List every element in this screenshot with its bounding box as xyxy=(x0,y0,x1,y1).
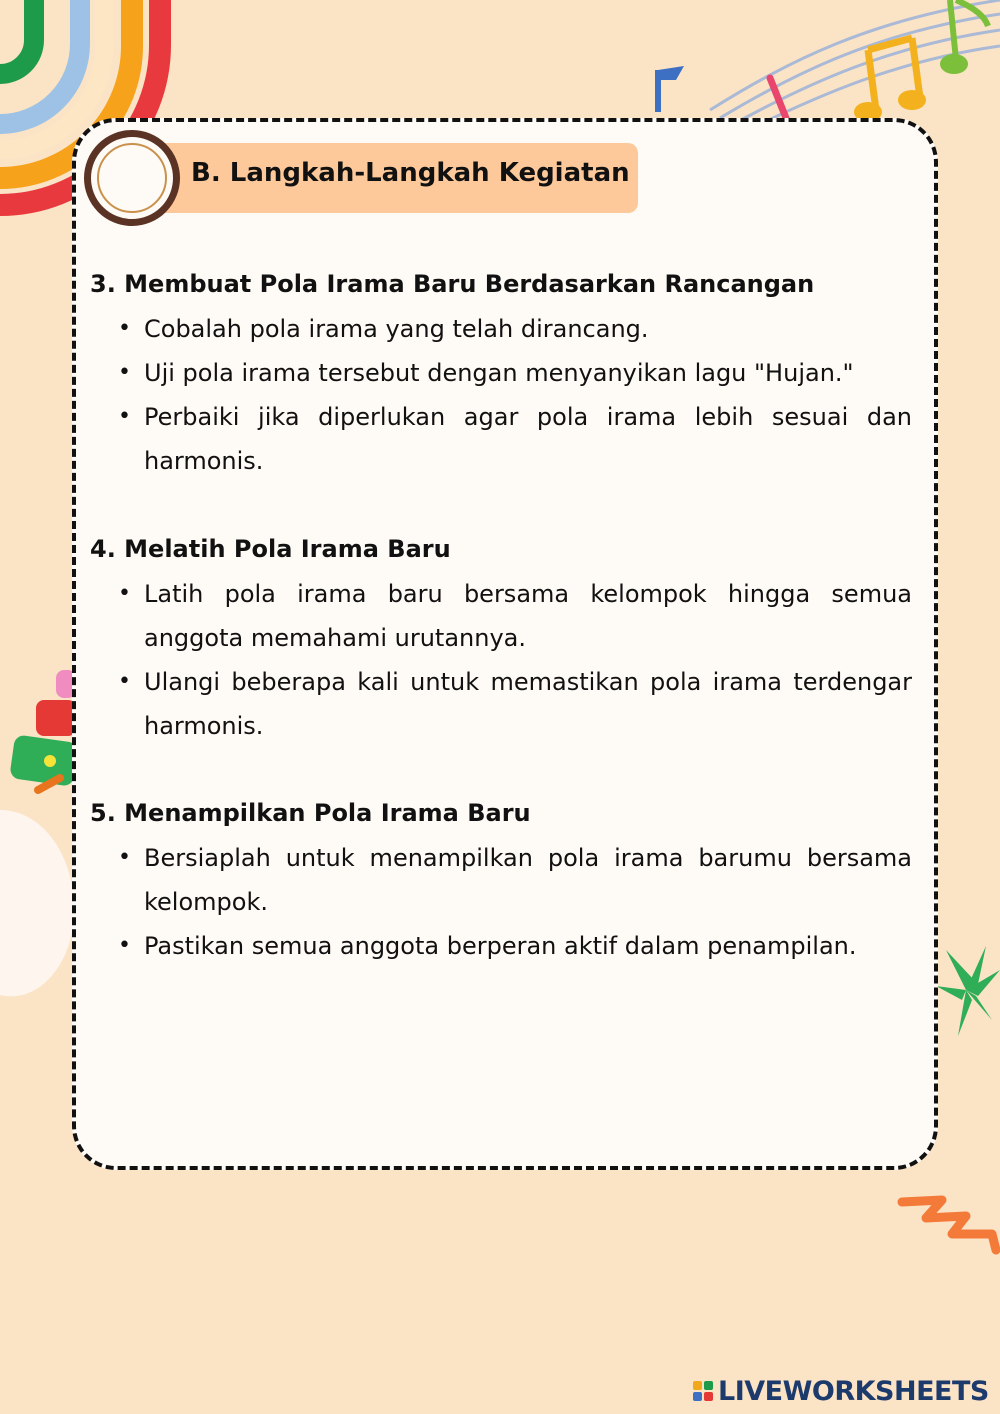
bullet-icon: • xyxy=(118,316,131,341)
section-title: 4. Melatih Pola Irama Baru xyxy=(90,535,451,563)
left-doodle-decoration xyxy=(0,660,80,1010)
list-item-text: Ulangi beberapa kali untuk memastikan pola irama terdengar harmonis. xyxy=(144,668,912,740)
list-item xyxy=(90,836,912,924)
list-item xyxy=(90,660,912,748)
bullet-icon: • xyxy=(118,360,131,385)
section-5 xyxy=(90,796,912,968)
section-title: 5. Menampilkan Pola Irama Baru xyxy=(90,799,531,827)
list-item xyxy=(90,395,912,483)
bullet-icon: • xyxy=(118,581,131,606)
section-4 xyxy=(90,532,912,748)
list-item-text: Bersiaplah untuk menampilkan pola irama barumu bersama kelompok. xyxy=(144,844,912,916)
bullet-icon: • xyxy=(118,845,131,870)
list-item xyxy=(90,307,912,351)
section-3 xyxy=(90,267,912,483)
section-title: 3. Membuat Pola Irama Baru Berdasarkan Rancangan xyxy=(90,270,815,298)
bullet-icon: • xyxy=(118,669,131,694)
list-item-text: Cobalah pola irama yang telah dirancang. xyxy=(144,315,649,343)
header-circle-icon xyxy=(84,130,180,226)
logo-text: LIVEWORKSHEETS xyxy=(718,1375,989,1407)
step-list xyxy=(90,572,912,748)
palm-leaf-decoration xyxy=(936,940,1000,1040)
page-title: B. Langkah-Langkah Kegiatan xyxy=(191,158,630,188)
list-item-text: Uji pola irama tersebut dengan menyanyikan lagu "Hujan." xyxy=(144,359,854,387)
list-item-text: Perbaiki jika diperlukan agar pola irama lebih sesuai dan harmonis. xyxy=(144,403,912,475)
bullet-icon: • xyxy=(118,404,131,429)
step-list xyxy=(90,836,912,968)
squiggle-decoration xyxy=(896,1190,1000,1260)
liveworksheets-logo[interactable] xyxy=(692,1374,989,1408)
list-item-text: Latih pola irama baru bersama kelompok hingga semua anggota memahami urutannya. xyxy=(144,580,912,652)
logo-grid-icon xyxy=(692,1380,714,1402)
list-item xyxy=(90,351,912,395)
step-list xyxy=(90,307,912,483)
list-item-text: Pastikan semua anggota berperan aktif dalam penampilan. xyxy=(144,932,857,960)
list-item xyxy=(90,572,912,660)
list-item xyxy=(90,924,912,968)
bullet-icon: • xyxy=(118,933,131,958)
